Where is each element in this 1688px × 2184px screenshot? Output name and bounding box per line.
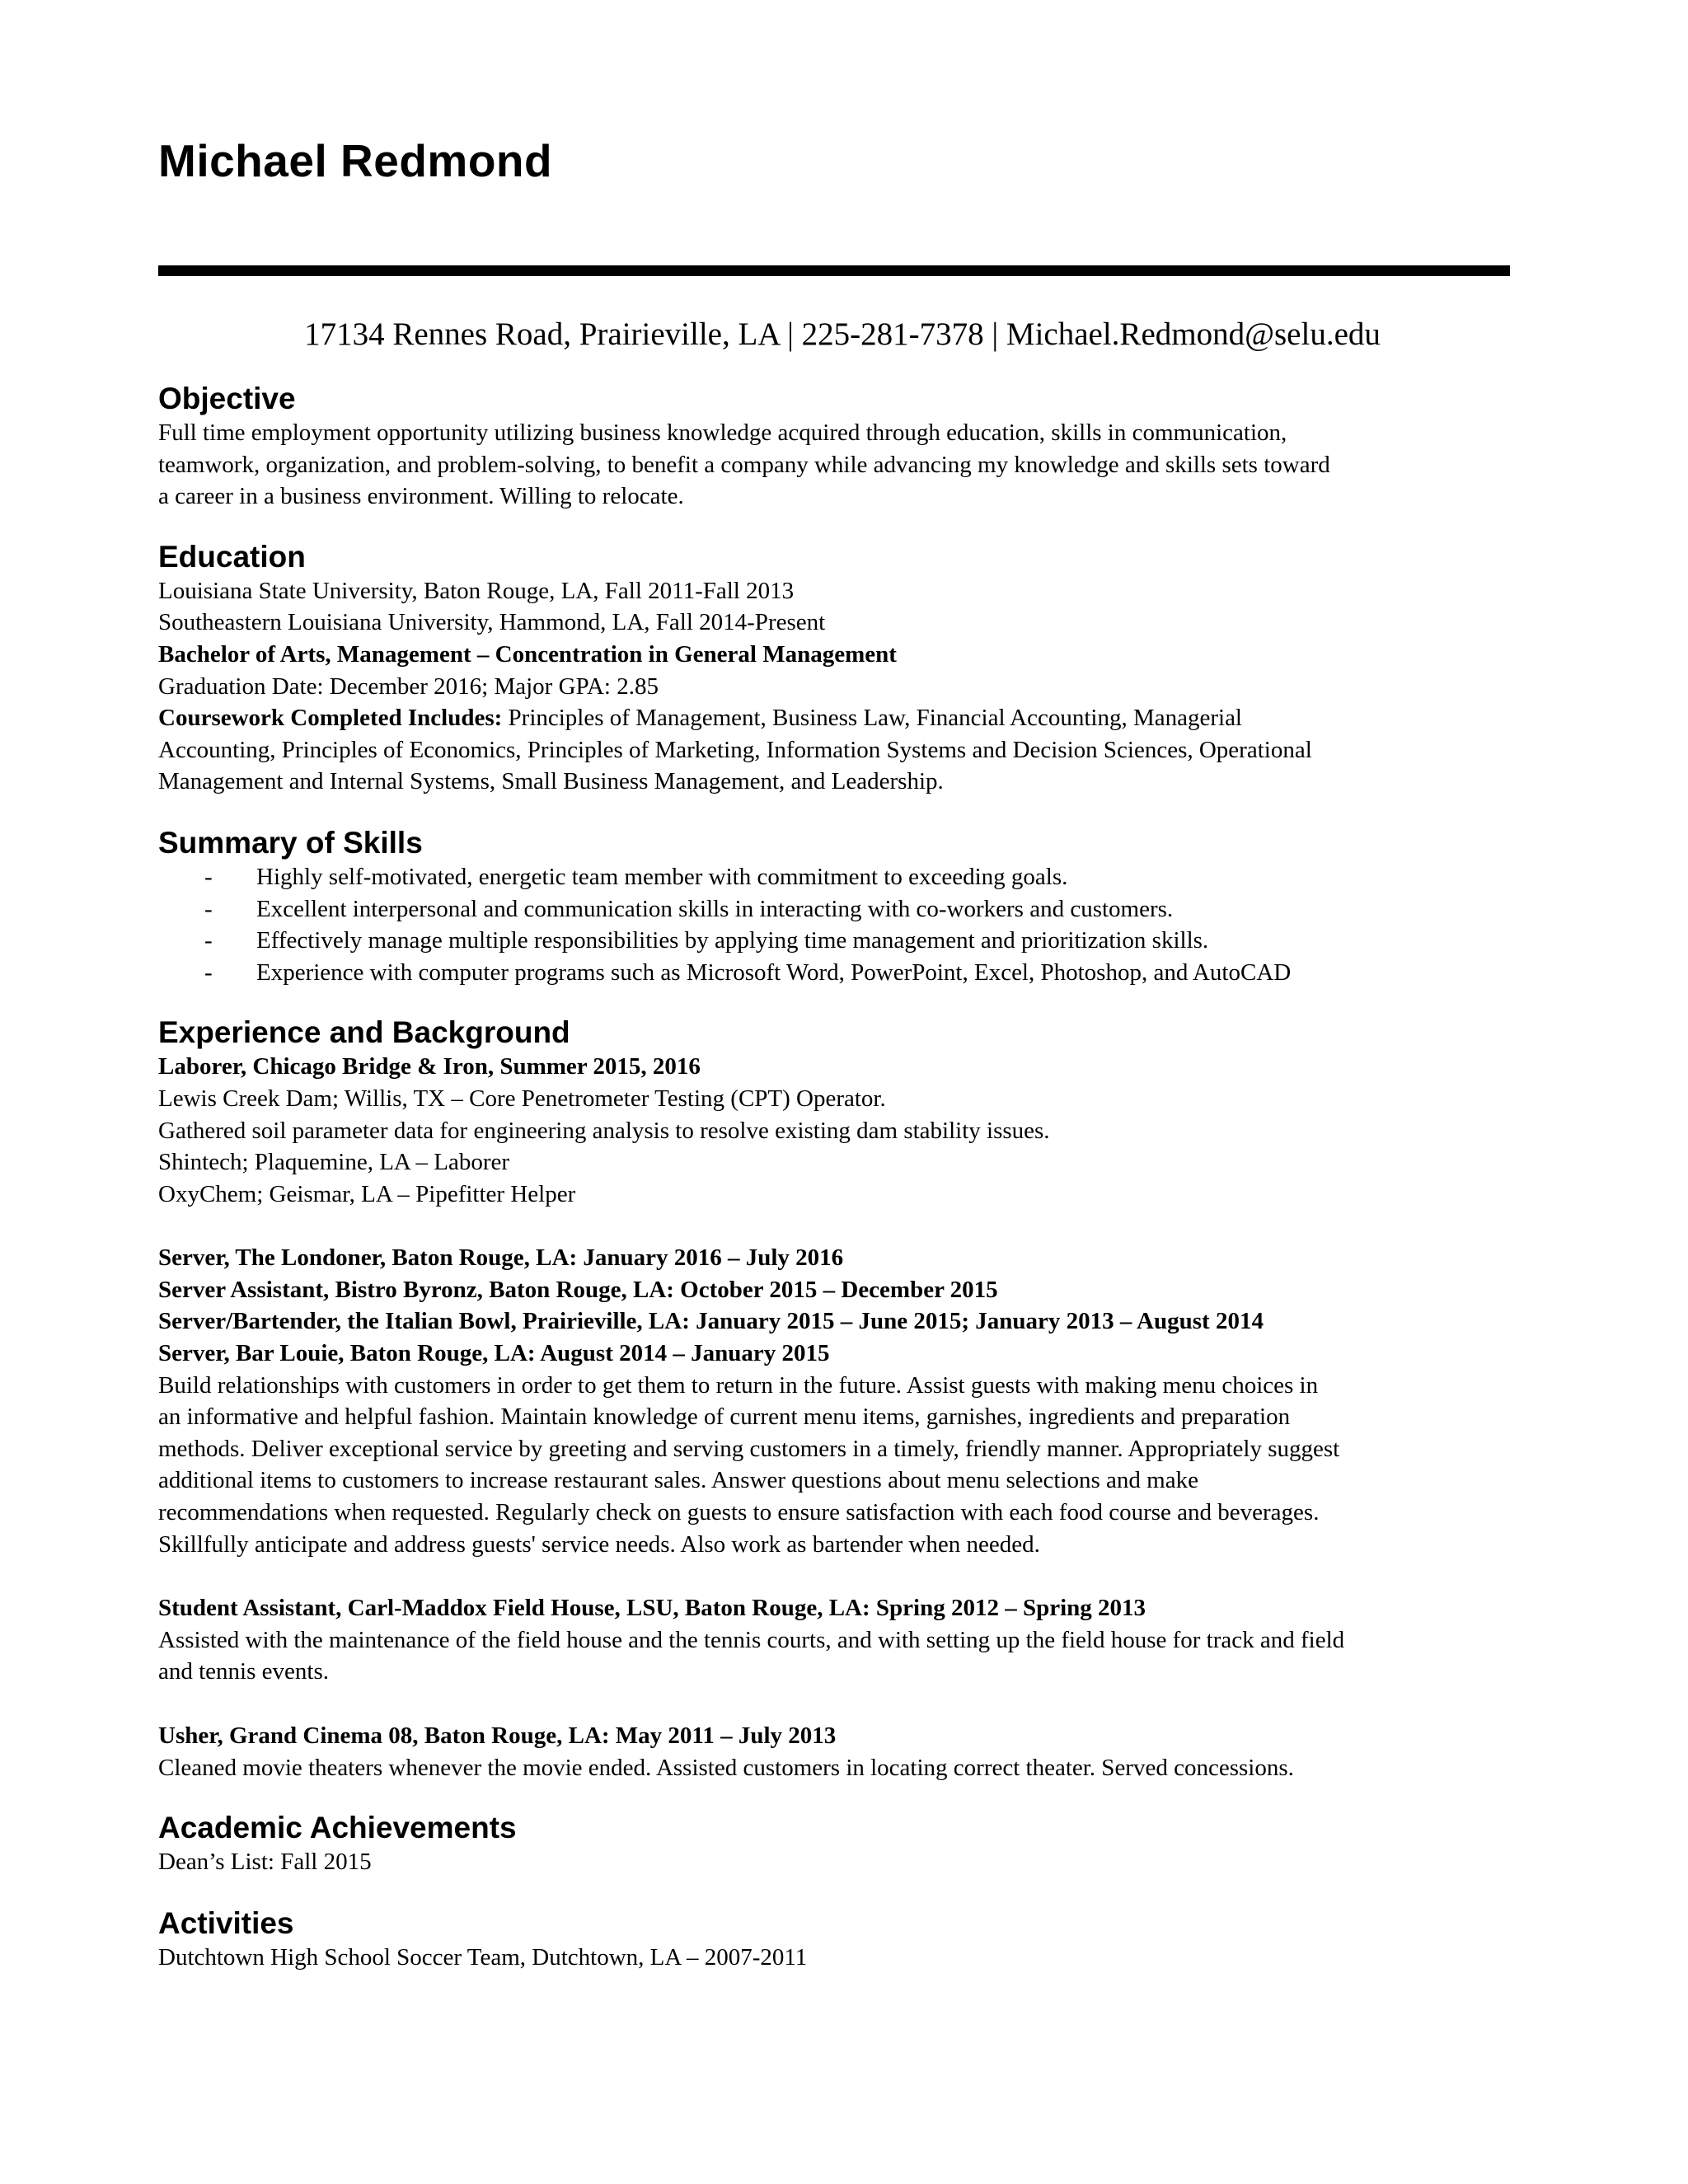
coursework-line: Accounting, Principles of Economics, Principles of Marketing, Information Systems and Decision Sciences, Operational xyxy=(158,736,1312,763)
coursework-text: Principles of Management, Business Law, Financial Accounting, Managerial xyxy=(502,705,1242,732)
job-heading: Student Assistant, Carl-Maddox Field House, LSU, Baton Rouge, LA: Spring 2012 – Spring 2013 xyxy=(158,1595,1146,1622)
education-coursework xyxy=(158,702,1510,734)
job-line: Assisted with the maintenance of the field house and the tennis courts, and with setting up the field house for track and field xyxy=(158,1626,1345,1653)
coursework-label: Coursework Completed Includes: xyxy=(158,705,503,732)
resume-page xyxy=(158,132,1510,1973)
contact-info: 17134 Rennes Road, Prairieville, LA | 225-281-7378 | Michael.Redmond@selu.edu xyxy=(304,316,1381,352)
skill-item xyxy=(158,893,1510,926)
job-line: Gathered soil parameter data for engineering analysis to resolve existing dam stability issues. xyxy=(158,1117,1050,1144)
achievement-line: Dean’s List: Fall 2015 xyxy=(158,1849,372,1876)
skill-text: Highly self-motivated, energetic team member with commitment to exceeding goals. xyxy=(256,863,1068,890)
skills-list xyxy=(158,861,1510,988)
coursework-line: Management and Internal Systems, Small Business Management, and Leadership. xyxy=(158,768,944,795)
objective-line: a career in a business environment. Willing to relocate. xyxy=(158,483,684,510)
job-line: recommendations when requested. Regularly check on guests to ensure satisfaction with each food course and beverages. xyxy=(158,1499,1320,1526)
section-title-activities: Activities xyxy=(158,1905,294,1940)
job-line: Skillfully anticipate and address guests' service needs. Also work as bartender when needed. xyxy=(158,1530,1040,1558)
job-line: an informative and helpful fashion. Maintain knowledge of current menu items, garnishes, ingredients and preparation xyxy=(158,1404,1291,1431)
spacer xyxy=(158,1688,1510,1720)
job-heading: Usher, Grand Cinema 08, Baton Rouge, LA: May 2011 – July 2013 xyxy=(158,1722,837,1749)
job-line: Cleaned movie theaters whenever the movie ended. Assisted customers in locating correct theater. Served concessions. xyxy=(158,1754,1294,1781)
objective-line: Full time employment opportunity utilizing business knowledge acquired through education, skills in communication, xyxy=(158,419,1287,446)
job-heading: Server, The Londoner, Baton Rouge, LA: January 2016 – July 2016 xyxy=(158,1244,844,1272)
education-degree: Bachelor of Arts, Management – Concentration in General Management xyxy=(158,640,897,668)
job-heading: Server/Bartender, the Italian Bowl, Prairieville, LA: January 2015 – June 2015; January 2013 – August 2014 xyxy=(158,1308,1264,1335)
section-title-achievements: Academic Achievements xyxy=(158,1811,517,1845)
spacer xyxy=(158,1210,1510,1242)
bullet-dash: - xyxy=(204,958,213,986)
experience-section xyxy=(158,1015,1510,1783)
bullet-dash: - xyxy=(204,863,213,890)
job-line: Build relationships with customers in order to get them to return in the future. Assist guests with making menu choices in xyxy=(158,1371,1319,1399)
job-heading: Server, Bar Louie, Baton Rouge, LA: August 2014 – January 2015 xyxy=(158,1340,830,1367)
skills-section xyxy=(158,825,1510,988)
education-graduation: Graduation Date: December 2016; Major GPA: 2.85 xyxy=(158,673,659,700)
objective-line: teamwork, organization, and problem-solving, to benefit a company while advancing my knowledge and skills sets toward xyxy=(158,451,1330,478)
skill-text: Excellent interpersonal and communication skills in interacting with co-workers and customers. xyxy=(256,895,1174,922)
objective-section xyxy=(158,381,1510,513)
education-school: Southeastern Louisiana University, Hammond, LA, Fall 2014-Present xyxy=(158,609,826,636)
job-heading: Laborer, Chicago Bridge & Iron, Summer 2015, 2016 xyxy=(158,1053,701,1080)
education-school: Louisiana State University, Baton Rouge, LA, Fall 2011-Fall 2013 xyxy=(158,577,795,604)
section-title-experience: Experience and Background xyxy=(158,1015,570,1050)
skill-item xyxy=(158,957,1510,989)
bullet-dash: - xyxy=(204,895,213,922)
job-line: Shintech; Plaquemine, LA – Laborer xyxy=(158,1149,510,1176)
section-title-education: Education xyxy=(158,539,306,574)
activities-section xyxy=(158,1905,1510,1974)
job-line: OxyChem; Geismar, LA – Pipefitter Helper xyxy=(158,1180,576,1207)
skill-item xyxy=(158,925,1510,957)
education-section xyxy=(158,539,1510,798)
section-title-skills: Summary of Skills xyxy=(158,825,423,860)
skill-text: Experience with computer programs such as Microsoft Word, PowerPoint, Excel, Photoshop, and AutoCAD xyxy=(256,958,1292,986)
job-line: additional items to customers to increase restaurant sales. Answer questions about menu selections and make xyxy=(158,1467,1198,1494)
activity-line: Dutchtown High School Soccer Team, Dutchtown, LA – 2007-2011 xyxy=(158,1943,808,1971)
job-line: methods. Deliver exceptional service by greeting and serving customers in a timely, friendly manner. Appropriately suggest xyxy=(158,1435,1340,1462)
achievements-section xyxy=(158,1810,1510,1878)
job-line: Lewis Creek Dam; Willis, TX – Core Penetrometer Testing (CPT) Operator. xyxy=(158,1085,886,1112)
job-line: and tennis events. xyxy=(158,1658,329,1685)
job-heading: Server Assistant, Bistro Byronz, Baton Rouge, LA: October 2015 – December 2015 xyxy=(158,1276,998,1303)
bullet-dash: - xyxy=(204,927,213,954)
spacer xyxy=(158,1560,1510,1592)
skill-item xyxy=(158,861,1510,893)
skill-text: Effectively manage multiple responsibilities by applying time management and prioritization skills. xyxy=(256,927,1209,954)
resume-name: Michael Redmond xyxy=(158,135,553,186)
header-divider xyxy=(158,265,1510,276)
section-title-objective: Objective xyxy=(158,382,296,415)
